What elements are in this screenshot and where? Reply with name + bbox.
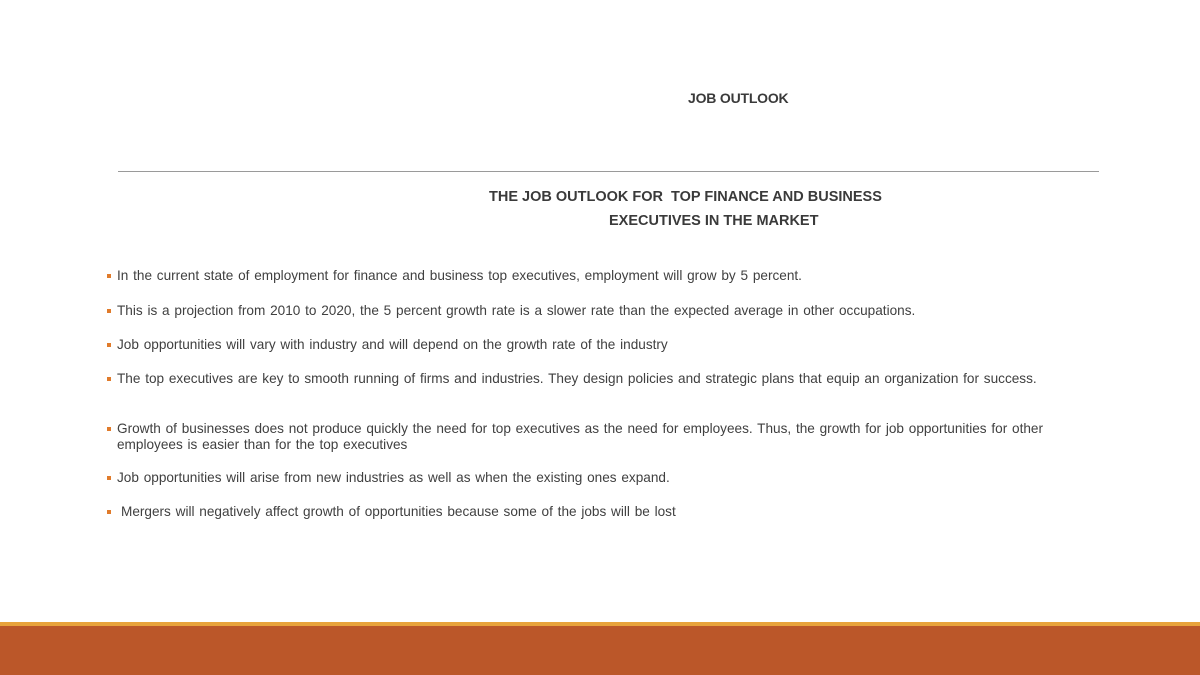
slide-subtitle [470, 185, 920, 233]
bullet-item [107, 371, 1082, 387]
bullet-square-icon [107, 343, 111, 347]
subtitle-line-2: EXECUTIVES IN THE MARKET [609, 213, 819, 229]
bullet-text: This is a projection from 2010 to 2020, the 5 percent growth rate is a slower rate than the expected average in other occupations. [117, 303, 916, 318]
bullet-text: Job opportunities will vary with industry and will depend on the growth rate of the industry [117, 337, 668, 352]
bullet-square-icon [107, 377, 111, 381]
subtitle-line-1: THE JOB OUTLOOK FOR TOP FINANCE AND BUSINESS [489, 189, 882, 205]
title-divider [118, 171, 1099, 172]
bullet-item [107, 268, 1082, 284]
bullet-item [107, 337, 1082, 353]
bullet-item [107, 303, 1082, 319]
bullet-square-icon [107, 274, 111, 278]
bullet-text: Mergers will negatively affect growth of opportunities because some of the jobs will be lost [121, 504, 676, 519]
bullet-square-icon [107, 510, 111, 514]
bullet-text: Job opportunities will arise from new industries as well as when the existing ones expand. [117, 470, 670, 485]
bullet-text: In the current state of employment for finance and business top executives, employment will grow by 5 percent. [117, 268, 802, 283]
footer-bar [0, 626, 1200, 675]
bullet-text: Growth of businesses does not produce quickly the need for top executives as the need for employees. Thus, the growth for job opportunities for other employees is easier than for the top executives [117, 421, 1043, 452]
bullet-item [107, 470, 1082, 486]
bullet-text: The top executives are key to smooth running of firms and industries. They design policies and strategic plans that equip an organization for success. [117, 371, 1037, 386]
bullet-square-icon [107, 427, 111, 431]
bullet-square-icon [107, 309, 111, 313]
slide-title: JOB OUTLOOK [688, 90, 789, 106]
bullet-square-icon [107, 476, 111, 480]
bullet-item [107, 421, 1082, 453]
bullet-item [107, 504, 1082, 520]
